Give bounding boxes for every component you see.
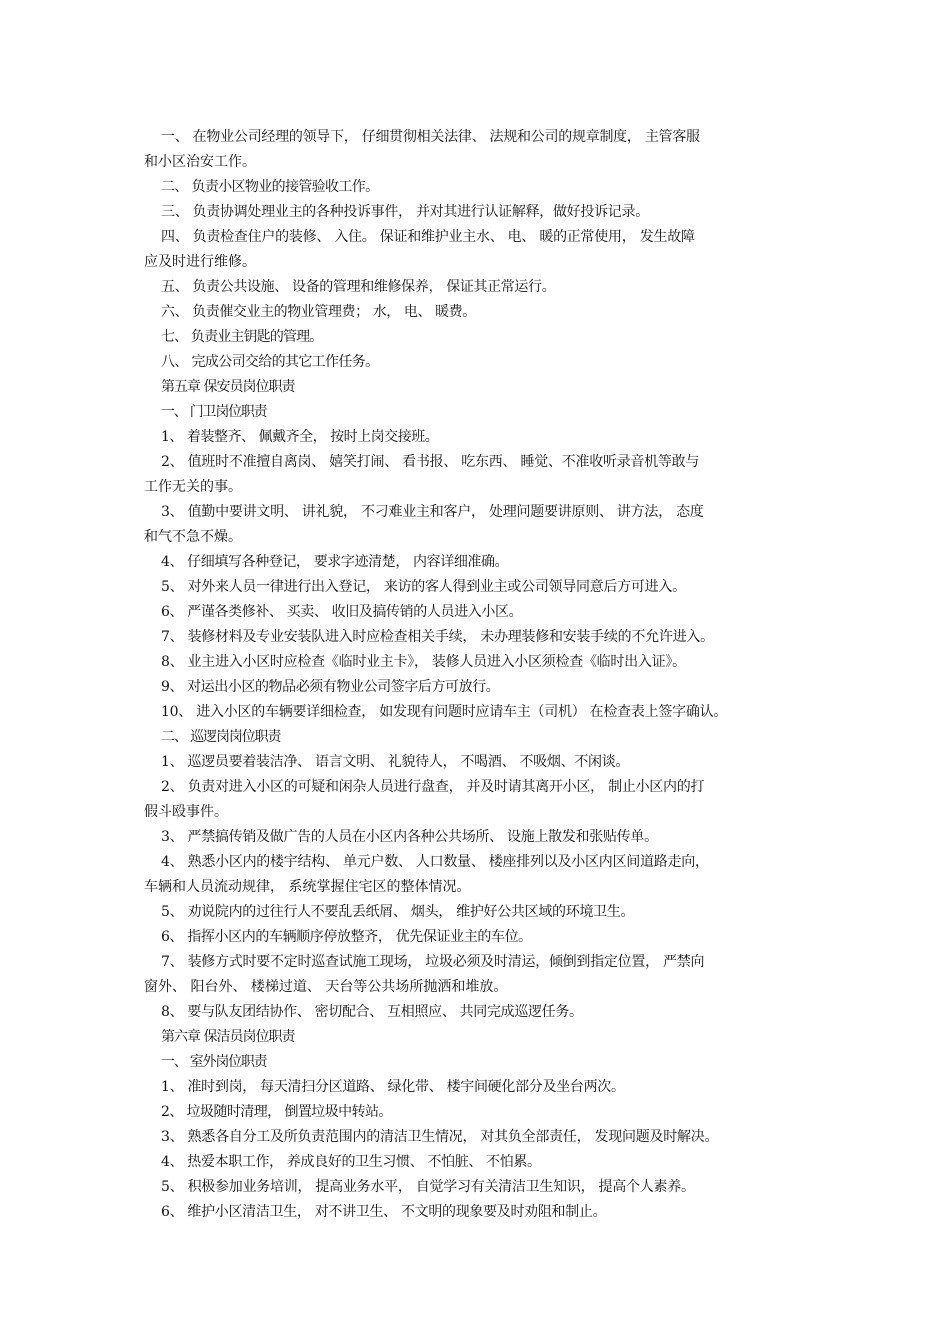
text-line: 八、 完成公司交给的其它工作任务。 bbox=[161, 354, 379, 370]
section-heading: 一、 门卫岗位职责 bbox=[161, 404, 267, 420]
text-line: 二、 负责小区物业的接管验收工作。 bbox=[161, 179, 379, 195]
text-line: 5、 积极参加业务培训， 提高业务水平， 自觉学习有关清洁卫生知识， 提高个人素养。 bbox=[161, 1179, 695, 1195]
text-line: 7、 装修材料及专业安装队进入时应检查相关手续， 未办理装修和安装手续的不允许进入。 bbox=[161, 629, 714, 645]
text-line: 5、 劝说院内的过往行人不要乱丢纸屑、 烟头， 维护好公共区域的环境卫生。 bbox=[161, 904, 635, 920]
text-line: 8、 业主进入小区时应检查《临时业主卡》， 装修人员进入小区须检查《临时出入证》。 bbox=[161, 654, 686, 670]
text-line: 和小区治安工作。 bbox=[144, 154, 256, 170]
text-line: 6、 严谨各类修补、 买卖、 收旧及搞传销的人员进入小区。 bbox=[161, 604, 523, 620]
text-line: 2、 负责对进入小区的可疑和闲杂人员进行盘查， 并及时请其离开小区， 制止小区内的打 bbox=[161, 779, 705, 795]
text-line: 5、 对外来人员一律进行出入登记， 来访的客人得到业主或公司领导同意后方可进入。 bbox=[161, 579, 686, 595]
text-line: 6、 维护小区清洁卫生， 对不讲卫生、 不文明的现象要及时劝阻和制止。 bbox=[161, 1204, 607, 1220]
text-line: 3、 值勤中要讲文明、 讲礼貌， 不刁难业主和客户， 处理问题要讲原则、 讲方法， 态度 bbox=[161, 504, 704, 520]
text-line: 7、 装修方式时要不定时巡查试施工现场， 垃圾必须及时清运，倾倒到指定位置， 严禁向 bbox=[161, 954, 705, 970]
text-line: 3、 熟悉各自分工及所负责范围内的清洁卫生情况， 对其负全部责任， 发现问题及时解决。 bbox=[161, 1129, 719, 1145]
section-heading: 一、 室外岗位职责 bbox=[161, 1054, 267, 1070]
text-line: 六、 负责催交业主的物业管理费； 水， 电、 暖费。 bbox=[161, 304, 476, 320]
text-line: 1、 巡逻员要着装洁净、 语言文明、 礼貌待人， 不喝酒、 不吸烟、不闲谈。 bbox=[161, 754, 630, 770]
text-line: 窗外、 阳台外、 楼梯过道、 天台等公共场所抛洒和堆放。 bbox=[144, 979, 508, 995]
text-line: 1、 着装整齐、 佩戴齐全， 按时上岗交接班。 bbox=[161, 429, 439, 445]
chapter-heading: 第六章 保洁员岗位职责 bbox=[161, 1029, 295, 1045]
text-line: 2、 值班时不准擅自离岗、 嬉笑打闹、 看书报、 吃东西、 睡觉、不准收听录音机等敢与 bbox=[161, 454, 700, 470]
text-line: 9、 对运出小区的物品必须有物业公司签字后方可放行。 bbox=[161, 679, 500, 695]
text-line: 和气不急不燥。 bbox=[144, 529, 242, 545]
text-line: 工作无关的事。 bbox=[144, 479, 242, 495]
text-line: 2、 垃圾随时清理， 倒置垃圾中转站。 bbox=[161, 1104, 392, 1120]
text-line: 假斗殴事件。 bbox=[144, 804, 228, 820]
text-line: 七、 负责业主钥匙的管理。 bbox=[161, 329, 323, 345]
text-line: 4、 热爱本职工作， 养成良好的卫生习惯、 不怕脏、 不怕累。 bbox=[161, 1154, 541, 1170]
text-line: 应及时进行维修。 bbox=[144, 254, 256, 270]
chapter-heading: 第五章 保安员岗位职责 bbox=[161, 379, 295, 395]
text-line: 3、 严禁搞传销及做广告的人员在小区内各种公共场所、 设施上散发和张贴传单。 bbox=[161, 829, 658, 845]
text-line: 4、 熟悉小区内的楼宇结构、 单元户数、 人口数量、 楼座排列以及小区内区间道路走向， bbox=[161, 854, 709, 870]
text-line: 一、 在物业公司经理的领导下， 仔细贯彻相关法律、 法规和公司的规章制度， 主管客服 bbox=[161, 129, 700, 145]
text-line: 四、 负责检查住户的装修、 入住。 保证和维护业主水、 电、 暖的正常使用， 发生故障 bbox=[161, 229, 695, 245]
text-line: 1、 准时到岗， 每天清扫分区道路、 绿化带、 楼宇间硬化部分及坐台两次。 bbox=[161, 1079, 625, 1095]
text-line: 五、 负责公共设施、 设备的管理和维修保养， 保证其正常运行。 bbox=[161, 279, 556, 295]
text-line: 4、 仔细填写各种登记， 要求字迹清楚， 内容详细准确。 bbox=[161, 554, 509, 570]
section-heading: 二、 巡逻岗岗位职责 bbox=[161, 729, 281, 745]
text-line: 8、 要与队友团结协作、 密切配合、 互相照应、 共同完成巡逻任务。 bbox=[161, 1004, 583, 1020]
text-line: 6、 指挥小区内的车辆顺序停放整齐， 优先保证业主的车位。 bbox=[161, 929, 532, 945]
text-line: 车辆和人员流动规律， 系统掌握住宅区的整体情况。 bbox=[144, 879, 471, 895]
text-line: 三、 负责协调处理业主的各种投诉事件， 并对其进行认证解释，做好投诉记录。 bbox=[161, 204, 649, 220]
text-line: 10、 进入小区的车辆要详细检查， 如发现有问题时应请车主（司机） 在检查表上签字确认。 bbox=[161, 704, 728, 720]
